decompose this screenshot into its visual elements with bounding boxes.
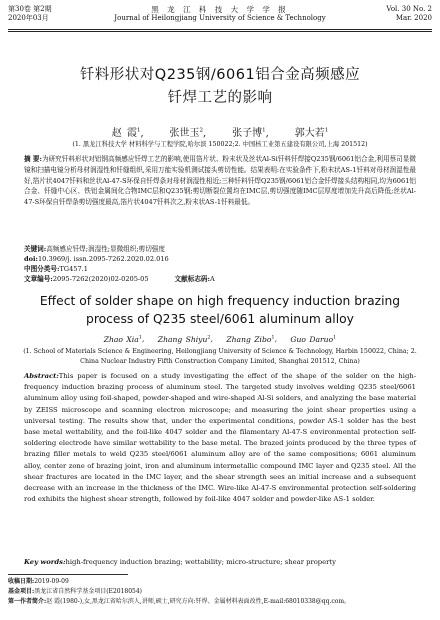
doc-code-value: A bbox=[209, 275, 215, 283]
author-en: Zhao Xia$^1$ bbox=[103, 334, 142, 344]
keywords-en bbox=[24, 557, 416, 567]
keywords-cn-label: 关键词: bbox=[24, 245, 47, 253]
author-cn: 张世玉$^2$ bbox=[169, 127, 204, 139]
author-cn: 张子博$^1$ bbox=[232, 127, 266, 139]
keywords-cn-text: 高频感应钎焊;润湿性;显微组织;剪切强度 bbox=[46, 245, 165, 253]
journal-name-cn: 黑 龙 江 科 技 大 学 学 报 bbox=[151, 5, 289, 14]
issue-date: 2020年03月 bbox=[8, 14, 49, 22]
title-en bbox=[0, 292, 440, 328]
issue-date-en: Mar. 2020 bbox=[395, 14, 432, 22]
author-en: Guo Daruo$^1$ bbox=[290, 334, 337, 344]
title-cn-line1: 钎料形状对Q235钢/6061铝合金高频感应 bbox=[79, 67, 361, 83]
abstract-en-text: This paper is focused on a study investigating the effect of the shape of the solder on the high-frequency induction brazing process of aluminum steel. The targeted study involves welding Q235 steel/6061 aluminum alloy using foil-shaped, powder-shaped and wire-shaped Al-Si solders, and analyzing the base material by ZEISS microscope and scanning electron microscope; and measuring the joint shear properties using a universal testing. The results show that, under the experimental conditions, powder AS-1 solder has the best base metal wettability, and the foil-like 4047 solder and the filamentary Al-47-S environmental protection self-soldering electrode have similar wettability to the base metal. The brazed joints produced by the three types of brazing filler metals to weld Q235 steel/6061 aluminum alloy are of the same compositions; 6061 aluminum alloy, center zone of brazing joint, iron and aluminum intermetallic compound IMC layer and Q235 steel. All the shear fractures are located in the IMC layer, and the shear strength sees an initial increase and a subsequent decrease with an increase in the thickness of the IMC. Wire-like Al-47-S environmental protection self-soldering rod exhibits the highest shear strength, followed by foil-like 4047 solder and powder-like AS-1 solder. bbox=[24, 372, 416, 504]
clc-line bbox=[24, 264, 416, 274]
header-center bbox=[8, 5, 432, 23]
keywords-en-label: Key words: bbox=[24, 558, 66, 566]
affiliation-en: (1. School of Materials Science & Engineering, Heilongjiang University of Science & Technology, Harbin 150022, China; 2. China Nuclear Industry Fifth Construction Company Limited, Shanghai 201512, China) bbox=[23, 348, 417, 365]
abstract-cn bbox=[24, 154, 416, 208]
volume-issue: 第30卷 第2期 bbox=[8, 5, 52, 13]
footnote-author-bio: 第一作者简介:赵 霞(1980-),女,黑龙江省哈尔滨人,讲师,硕士,研究方向:钎焊、金属材料表面改性,E-mail:68010338@qq.com。 bbox=[8, 598, 351, 605]
affiliation-cn: (1. 黑龙江科技大学 材料科学与工程学院,哈尔滨 150022;2. 中国核工业第五建设有限公司,上海 201512) bbox=[72, 141, 368, 148]
keywords-cn bbox=[24, 244, 416, 254]
authors-en: Zhao Xia$^1$, Zhang Shiyu$^2$, Zhang Zibo$^1$, Guo Daruo$^1$ bbox=[103, 334, 337, 344]
author-cn: 郭大若$^1$ bbox=[294, 127, 329, 139]
journal-header bbox=[8, 5, 432, 29]
doi-value: 10.3969/j. issn.2095-7262.2020.02.016 bbox=[37, 255, 169, 263]
abstract-en bbox=[24, 371, 416, 505]
clc-value: TG457.1 bbox=[59, 265, 88, 273]
doi-label: doi: bbox=[24, 255, 38, 263]
footnote-rule bbox=[8, 574, 128, 575]
header-rule bbox=[8, 29, 432, 30]
journal-name-en: Journal of Heilongjiang University of Science & Technology bbox=[114, 14, 326, 22]
volume-issue-en: Vol. 30 No. 2 bbox=[386, 5, 432, 13]
clc-label: 中图分类号: bbox=[24, 265, 60, 273]
authors-cn: 赵 霞$^1$, 张世玉$^2$, 张子博$^1$, 郭大若$^1$ bbox=[111, 127, 329, 139]
title-cn-line2: 钎焊工艺的影响 bbox=[167, 90, 273, 106]
article-no-label: 文章编号: bbox=[24, 275, 53, 283]
abstract-en-label: Abstract: bbox=[24, 372, 59, 380]
author-cn: 赵 霞$^1$ bbox=[111, 127, 141, 139]
doi-line bbox=[24, 254, 416, 264]
title-cn bbox=[0, 64, 440, 110]
doc-code-label: 文献标志码: bbox=[174, 275, 210, 283]
abstract-cn-label: 摘 要: bbox=[24, 155, 42, 163]
footnote-funding: 基金项目:黑龙江省自然科学基金项目(E2018054) bbox=[8, 588, 143, 595]
article-number-line bbox=[24, 274, 416, 284]
keywords-en-text: high-frequency induction brazing; wettability; micro-structure; shear property bbox=[65, 558, 336, 566]
footnote-received: 收稿日期:2019-09-09 bbox=[8, 578, 69, 585]
abstract-cn-text: 为研究钎料形状对铝钢高频感应钎焊工艺的影响,使用箔片状、粉末状及丝状Al-Si钎料钎焊接Q235钢/6061铝合金,利用蔡司显微镜和扫描电镜分析母材润湿性和钎缝组织,采用万能实验机测试接头剪切性能。结果表明:在实验条件下,粉末状AS-1钎料对母材润湿性最好,箔片状4047钎料和丝状Al-47-S环保自钎焊条对母材润湿性相近;三种钎料钎焊Q235钢/6061铝合金钎焊接头结构相同,均为6061铝合金、钎缝中心区、铁铝金属间化合物IMC层和Q235钢;剪切断裂位置均在IMC层,剪切强度随IMC层厚度增加先升高后降低;丝状Al-47-S环保自钎焊条剪切强度最高,箔片状4047钎料次之,粉末状AS-1钎料最低。 bbox=[24, 155, 416, 207]
author-en: Zhang Shiyu$^2$ bbox=[157, 334, 211, 344]
title-en-line1: Effect of solder shape on high frequency induction brazing bbox=[39, 294, 401, 308]
author-en: Zhang Zibo$^1$ bbox=[226, 334, 275, 344]
header-rule-2 bbox=[8, 31, 432, 32]
title-en-line2: process of Q235 steel/6061 aluminum alloy bbox=[86, 312, 354, 326]
article-no-value: 2095-7262(2020)02-0205-05 bbox=[52, 275, 149, 283]
header-right bbox=[386, 5, 432, 23]
